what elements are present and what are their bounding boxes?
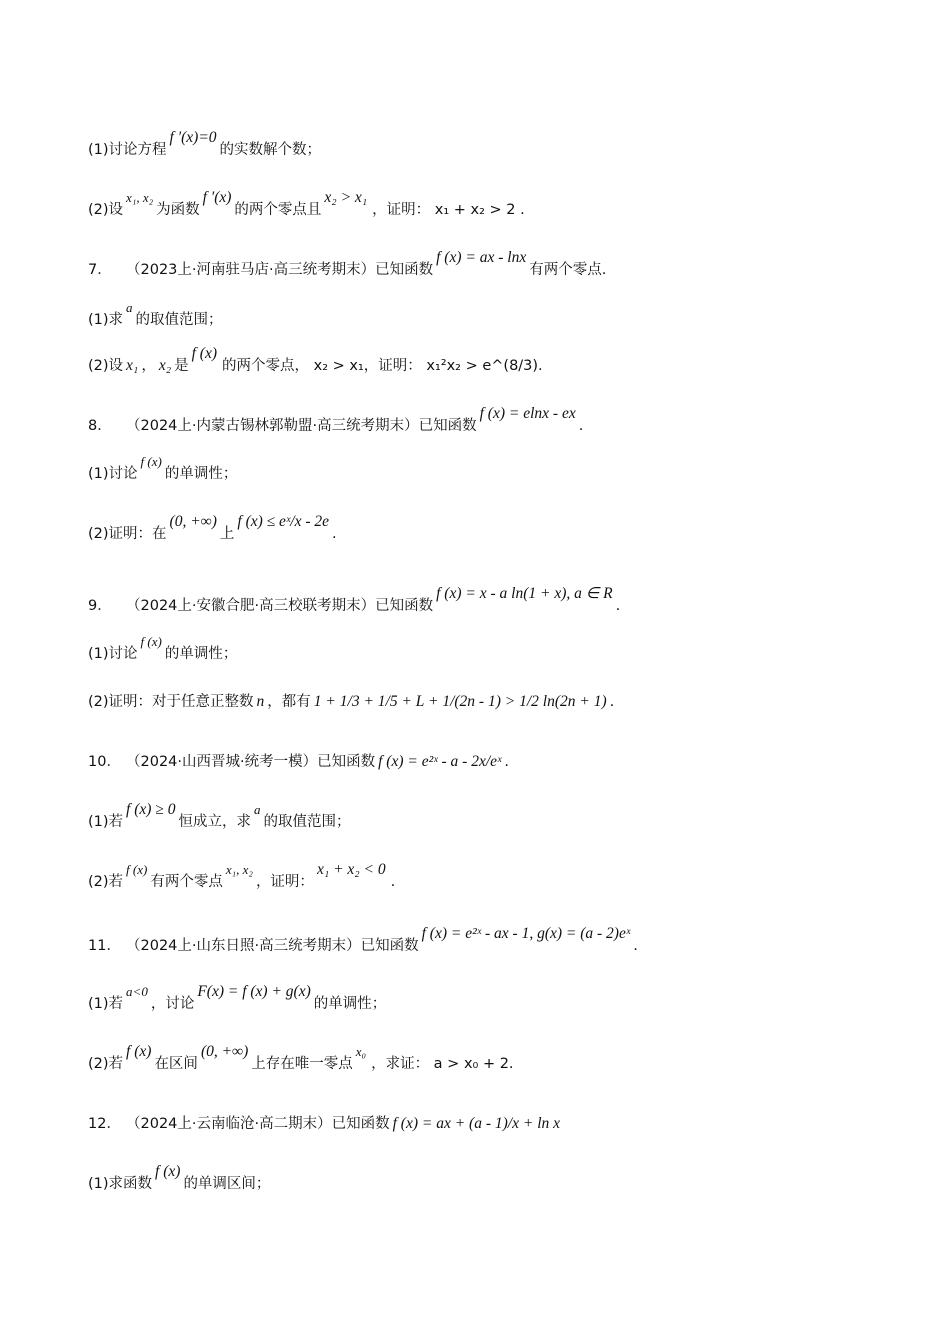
text-segment: ，讨论 bbox=[150, 996, 195, 1012]
problem-line bbox=[88, 861, 888, 892]
problem-number: 12． bbox=[88, 1116, 121, 1132]
math-expression: a bbox=[126, 300, 133, 315]
text-segment: . bbox=[332, 526, 337, 542]
text-segment: 有两个零点. bbox=[529, 262, 607, 278]
text-segment: 的单调区间； bbox=[183, 1176, 271, 1192]
text-segment: (1)若 bbox=[88, 996, 124, 1012]
math-expression: x₁ bbox=[126, 357, 139, 374]
text-segment: 的实数解个数； bbox=[219, 142, 322, 158]
text-segment: (1)求函数 bbox=[88, 1176, 153, 1192]
problem-line bbox=[88, 752, 888, 772]
problem-number: 11． bbox=[88, 938, 121, 954]
text-segment: . bbox=[390, 874, 396, 890]
text-segment: (2)若 bbox=[88, 874, 124, 890]
text-segment: 的取值范围； bbox=[135, 312, 223, 328]
text-segment: 是 bbox=[174, 358, 189, 374]
problem-line bbox=[88, 513, 888, 544]
problem-line bbox=[88, 1114, 888, 1134]
math-expression: a bbox=[253, 802, 261, 817]
text-segment: 上 bbox=[219, 526, 235, 542]
problem-line bbox=[88, 405, 888, 436]
problem-line bbox=[88, 925, 888, 956]
text-segment: ，求证： a > x₀ + 2. bbox=[371, 1056, 514, 1072]
text-segment: (2)若 bbox=[88, 1056, 124, 1072]
text-segment: 的单调性； bbox=[313, 996, 387, 1012]
text-segment: 的单调性； bbox=[164, 466, 238, 482]
text-segment: (2)证明：对于任意正整数 bbox=[88, 694, 254, 710]
math-expression: F(x) = f (x) + g(x) bbox=[197, 983, 311, 1000]
text-segment: 在区间 bbox=[154, 1056, 198, 1072]
problem-number: 7． bbox=[88, 262, 112, 278]
problem-line bbox=[88, 300, 888, 330]
text-segment: ，证明： x₁ + x₂ > 2 . bbox=[372, 202, 525, 218]
text-segment: 的两个零点且 bbox=[234, 202, 322, 218]
math-expression: f (x) = e²ˣ - ax - 1, g(x) = (a - 2)eˣ bbox=[421, 925, 631, 942]
text-segment: 有两个零点 bbox=[150, 874, 223, 890]
text-segment: . bbox=[615, 598, 621, 614]
text-segment: 为函数 bbox=[156, 202, 200, 218]
text-segment: 上存在唯一零点 bbox=[251, 1056, 353, 1072]
problem-line bbox=[88, 454, 888, 484]
math-expression: x₁, x₂ bbox=[126, 190, 154, 205]
math-expression: f ′(x)=0 bbox=[169, 129, 217, 146]
problem-line bbox=[88, 1163, 888, 1194]
problem-line bbox=[88, 585, 888, 616]
math-expression: a<0 bbox=[126, 984, 148, 999]
math-expression: f (x) bbox=[140, 634, 162, 649]
problem-number: 10． bbox=[88, 754, 121, 770]
text-segment: 的取值范围； bbox=[263, 814, 351, 830]
math-expression: f (x) bbox=[191, 345, 217, 362]
problem-source: （2024上·山东日照·高三统考期末）已知函数 bbox=[126, 938, 419, 954]
math-expression: f (x) = ax + (a - 1)/x + ln x bbox=[392, 1115, 560, 1132]
problem-line bbox=[88, 189, 888, 220]
text-segment: (2)设 bbox=[88, 358, 124, 374]
problem-line bbox=[88, 129, 888, 160]
math-expression: f (x) = elnx - ex bbox=[479, 405, 576, 422]
text-segment: 的两个零点， x₂ > x₁，证明： x₁²x₂ > e^(8/3). bbox=[222, 358, 543, 374]
text-segment: (2)证明：在 bbox=[88, 526, 167, 542]
math-expression: 1 + 1/3 + 1/5 + L + 1/(2n - 1) > 1/2 ln(2n + 1) bbox=[313, 693, 607, 710]
math-expression: x₀ bbox=[355, 1044, 367, 1059]
math-expression: f (x) bbox=[126, 1043, 152, 1060]
math-expression: f (x) = e²ˣ - a - 2x/eˣ bbox=[378, 753, 502, 770]
math-expression: x₁ + x₂ < 0 bbox=[316, 861, 386, 878]
text-segment: (1)求 bbox=[88, 312, 124, 328]
math-expression: f (x) = ax - lnx bbox=[436, 249, 527, 266]
problem-source: （2024上·内蒙古锡林郭勒盟·高三统考期末）已知函数 bbox=[126, 418, 477, 434]
text-segment: ，证明： bbox=[255, 874, 314, 890]
problem-line bbox=[88, 249, 888, 280]
problem-source: （2024上·安徽合肥·高三校联考期末）已知函数 bbox=[126, 598, 434, 614]
problem-line bbox=[88, 634, 888, 664]
text-segment: . bbox=[578, 418, 584, 434]
math-expression: f (x) ≤ eˣ/x - 2e bbox=[237, 513, 330, 530]
problem-line bbox=[88, 983, 888, 1014]
text-segment: . bbox=[633, 938, 638, 954]
math-expression: x₂ bbox=[158, 357, 172, 374]
math-expression: (0, +∞) bbox=[200, 1043, 249, 1060]
problem-number: 9． bbox=[88, 598, 112, 614]
math-expression: x₁, x₂ bbox=[225, 862, 253, 877]
text-segment: . bbox=[609, 694, 615, 710]
math-expression: x₂ > x₁ bbox=[324, 189, 368, 206]
problem-number: 8． bbox=[88, 418, 112, 434]
problem-source: （2024上·云南临沧·高二期末）已知函数 bbox=[126, 1116, 390, 1132]
problem-line bbox=[88, 692, 888, 712]
text-segment: ，都有 bbox=[267, 694, 311, 710]
problem-line bbox=[88, 1043, 888, 1074]
math-expression: f ′(x) bbox=[202, 189, 232, 206]
text-segment: (2)设 bbox=[88, 202, 124, 218]
text-segment: (1)若 bbox=[88, 814, 124, 830]
math-expression: f (x) bbox=[126, 862, 148, 877]
problem-line bbox=[88, 345, 888, 376]
problem-source: （2023上·河南驻马店·高三统考期末）已知函数 bbox=[126, 262, 434, 278]
math-expression: n bbox=[256, 693, 265, 710]
math-expression: f (x) bbox=[155, 1163, 181, 1180]
text-segment: (1)讨论 bbox=[88, 466, 138, 482]
text-segment: (1)讨论 bbox=[88, 646, 138, 662]
problem-line bbox=[88, 801, 888, 832]
math-expression: f (x) = x - a ln(1 + x), a ∈ R bbox=[436, 585, 613, 602]
text-segment: 恒成立，求 bbox=[178, 814, 251, 830]
text-segment: . bbox=[504, 754, 509, 770]
math-expression: f (x) bbox=[140, 454, 162, 469]
text-segment: 的单调性； bbox=[164, 646, 238, 662]
math-expression: f (x) ≥ 0 bbox=[126, 801, 176, 818]
text-segment: ， bbox=[141, 358, 156, 374]
math-expression: (0, +∞) bbox=[169, 513, 217, 530]
problem-source: （2024·山西晋城·统考一模）已知函数 bbox=[126, 754, 376, 770]
text-segment: (1)讨论方程 bbox=[88, 142, 167, 158]
